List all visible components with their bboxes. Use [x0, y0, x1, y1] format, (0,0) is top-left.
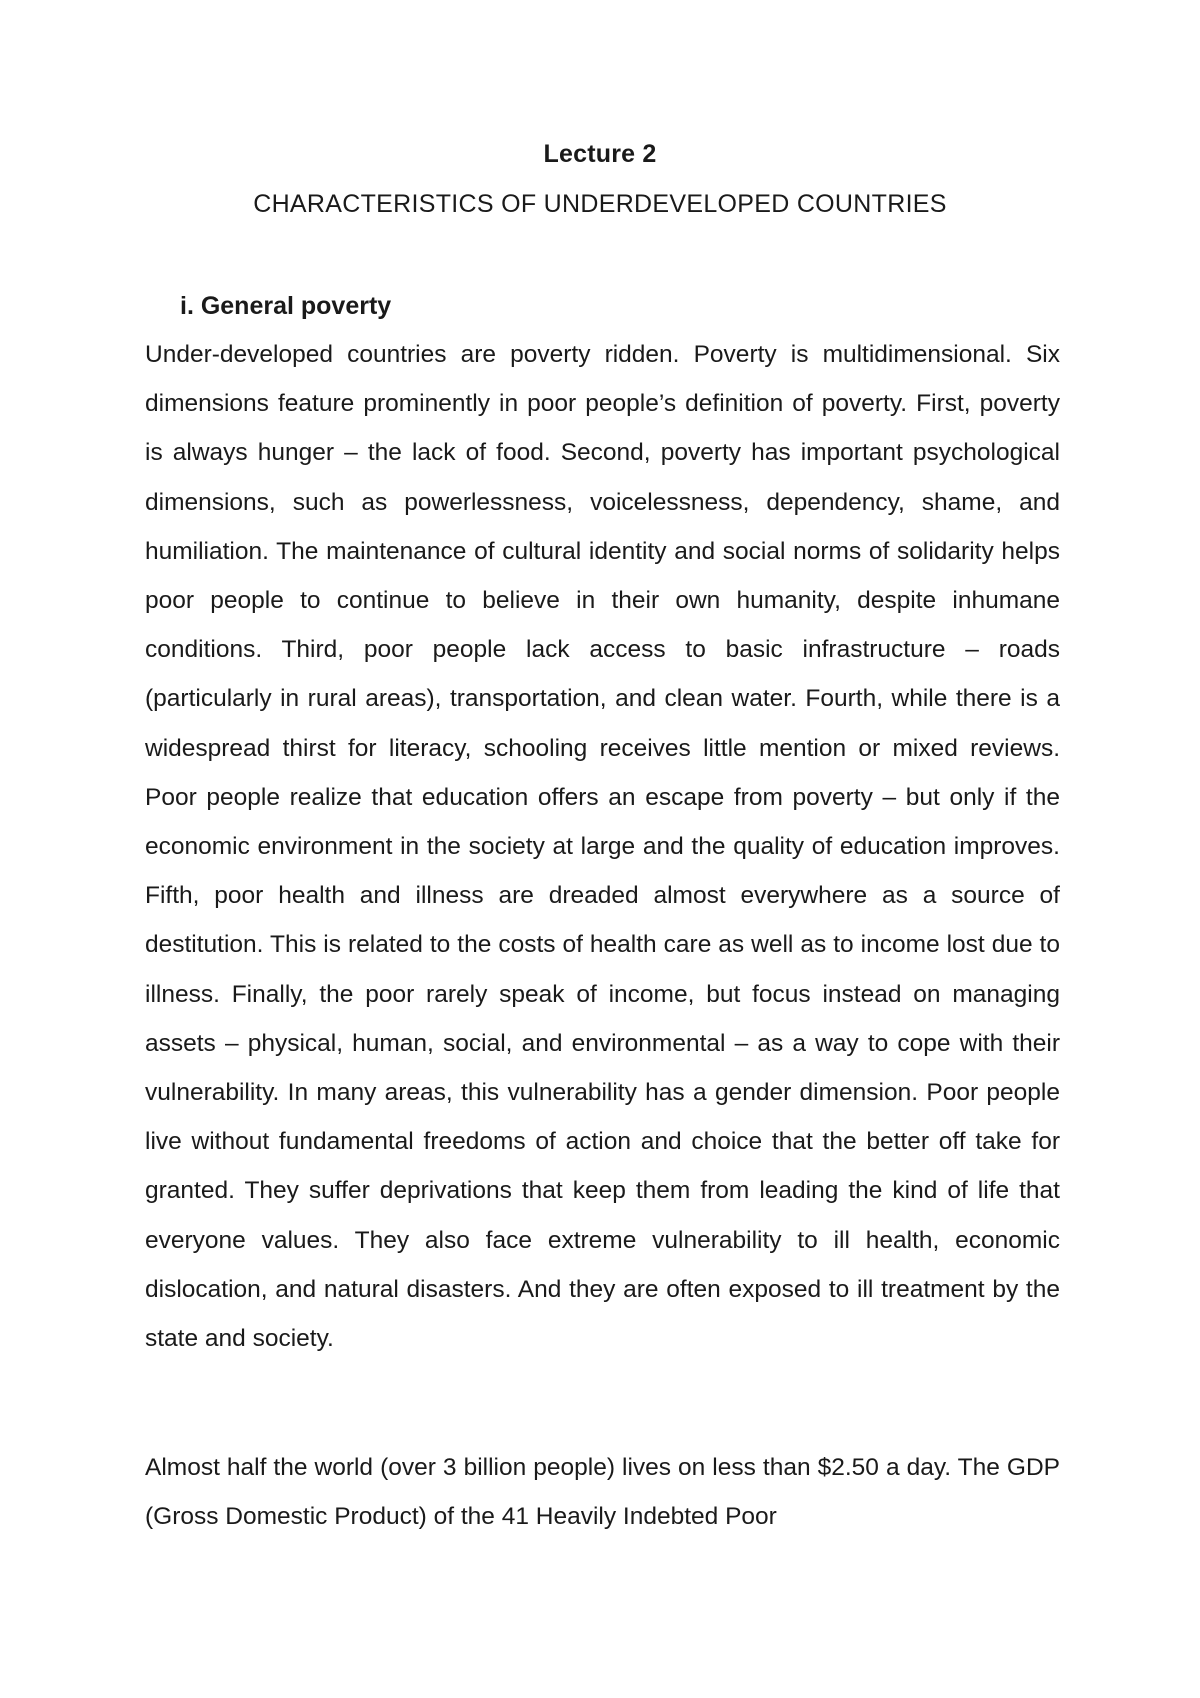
document-title: CHARACTERISTICS OF UNDERDEVELOPED COUNTRIES [253, 190, 947, 218]
section-heading: i. General poverty [180, 292, 392, 320]
body-paragraph: Under-developed countries are poverty ridden. Poverty is multidimensional. Six dimensions feature prominently in poor people’s definition of poverty. First, poverty is always hunger – the lack of food. Second, poverty has important psychological dimensions, such as powerlessness, voicelessness, dependency, shame, and humiliation. The maintenance of cultural identity and social norms of solidarity helps poor people to continue to believe in their own humanity, despite inhumane conditions. Third, poor people lack access to basic infrastructure – roads (particularly in rural areas), transportation, and clean water. Fourth, while there is a widespread thirst for literacy, schooling receives little mention or mixed reviews. Poor people realize that education offers an escape from poverty – but only if the economic environment in the society at large and the quality of education improves. Fifth, poor health and illness are dreaded almost everywhere as a source of destitution. This is related to the costs of health care as well as to income lost due to illness. Finally, the poor rarely speak of income, but focus instead on managing assets – physical, human, social, and environmental – as a way to cope with their vulnerability. In many areas, this vulnerability has a gender dimension. Poor people live without fundamental freedoms of action and choice that the better off take for granted. They suffer deprivations that keep them from leading the kind of life that everyone values. They also face extreme vulnerability to ill health, economic dislocation, and natural disasters. And they are often exposed to ill treatment by the state and society. [145, 341, 1060, 1353]
body-paragraph: Almost half the world (over 3 billion people) lives on less than $2.50 a day. The GDP (Gross Domestic Product) of the 41 Heavily Indebted Poor [145, 1454, 1060, 1531]
lecture-label: Lecture 2 [543, 140, 657, 168]
